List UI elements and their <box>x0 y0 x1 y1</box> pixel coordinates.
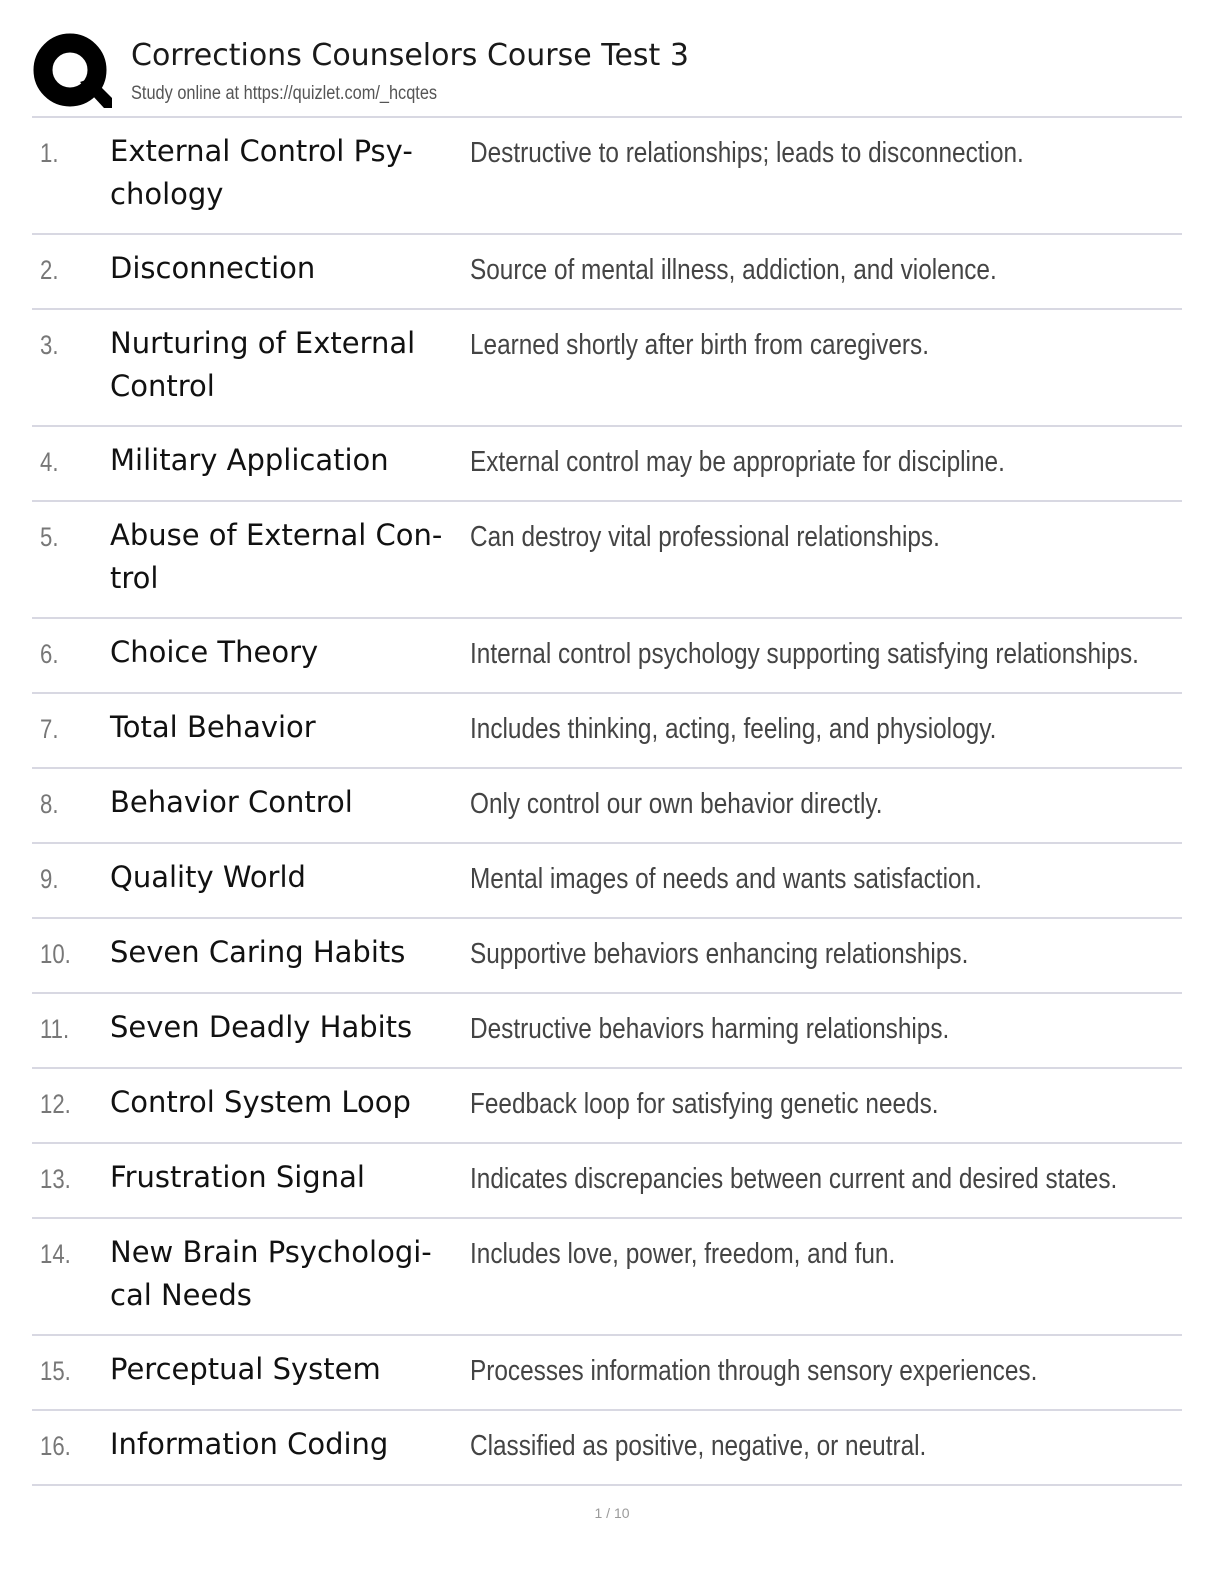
card-number: 13. <box>40 1164 71 1194</box>
card-definition: Indicates discrepancies between current and desired states. <box>470 1163 1118 1195</box>
flashcard-row <box>32 310 1182 427</box>
card-term-line: Information Coding <box>110 1427 389 1461</box>
card-term-line: Total Behavior <box>110 710 316 744</box>
card-term <box>110 1423 460 1466</box>
card-term-line: Choice Theory <box>110 635 319 669</box>
card-definition: Processes information through sensory experiences. <box>470 1355 1038 1387</box>
quizlet-logo-icon <box>32 32 112 112</box>
card-term-line: Seven Caring Habits <box>110 935 406 969</box>
page-indicator: 1 / 10 <box>594 1505 630 1521</box>
flashcard-row <box>32 1411 1182 1486</box>
card-number: 2. <box>40 255 59 285</box>
card-definition: Destructive to relationships; leads to disconnection. <box>470 137 1024 169</box>
card-number: 12. <box>40 1089 71 1119</box>
card-definition: Includes love, power, freedom, and fun. <box>470 1238 896 1270</box>
set-title: Corrections Counselors Course Test 3 <box>131 38 689 73</box>
card-definition: External control may be appropriate for discipline. <box>470 446 1005 478</box>
flashcard-row <box>32 118 1182 235</box>
page-header <box>32 30 1182 116</box>
card-number: 7. <box>40 714 59 744</box>
card-term <box>110 247 460 290</box>
study-online-link[interactable]: Study online at https://quizlet.com/_hcqtes <box>131 83 438 104</box>
flashcard-row <box>32 694 1182 769</box>
flashcard-row <box>32 1219 1182 1336</box>
card-number: 4. <box>40 447 59 477</box>
card-term <box>110 706 460 749</box>
card-number: 10. <box>40 939 71 969</box>
card-definition: Learned shortly after birth from caregivers. <box>470 329 929 361</box>
flashcard-row <box>32 844 1182 919</box>
card-term <box>110 322 460 408</box>
card-term <box>110 1006 460 1049</box>
card-number: 1. <box>40 138 59 168</box>
card-term-line: Behavior Control <box>110 785 353 819</box>
card-number: 16. <box>40 1431 71 1461</box>
card-definition: Mental images of needs and wants satisfaction. <box>470 863 982 895</box>
card-number: 15. <box>40 1356 71 1386</box>
flashcard-row <box>32 1069 1182 1144</box>
flashcard-row <box>32 919 1182 994</box>
flashcard-row <box>32 502 1182 619</box>
card-term <box>110 130 460 216</box>
card-term-line: Frustration Signal <box>110 1160 365 1194</box>
flashcard-row <box>32 1144 1182 1219</box>
card-term-line: Seven Deadly Habits <box>110 1010 413 1044</box>
flashcard-row <box>32 994 1182 1069</box>
card-term <box>110 439 460 482</box>
card-definition: Source of mental illness, addiction, and violence. <box>470 254 997 286</box>
card-term-line: Abuse of External Con- <box>110 518 443 552</box>
card-term <box>110 781 460 824</box>
card-term <box>110 631 460 674</box>
flashcard-row <box>32 769 1182 844</box>
card-number: 6. <box>40 639 59 669</box>
card-definition: Internal control psychology supporting satisfying relationships. <box>470 638 1139 670</box>
card-term-line: Military Application <box>110 443 389 477</box>
card-term <box>110 1348 460 1391</box>
card-term <box>110 1231 460 1317</box>
card-term <box>110 856 460 899</box>
card-number: 11. <box>40 1014 70 1044</box>
card-definition: Supportive behaviors enhancing relationships. <box>470 938 969 970</box>
card-term-line: Disconnection <box>110 251 316 285</box>
card-definition: Destructive behaviors harming relationships. <box>470 1013 950 1045</box>
flashcard-list <box>32 118 1182 1486</box>
card-definition: Includes thinking, acting, feeling, and physiology. <box>470 713 997 745</box>
card-term <box>110 1081 460 1124</box>
flashcard-row <box>32 1336 1182 1411</box>
card-number: 9. <box>40 864 59 894</box>
card-term <box>110 514 460 600</box>
card-definition: Can destroy vital professional relationships. <box>470 521 940 553</box>
card-term-line: Nurturing of External <box>110 326 416 360</box>
card-definition: Classified as positive, negative, or neutral. <box>470 1430 927 1462</box>
flashcard-row <box>32 235 1182 310</box>
card-number: 8. <box>40 789 59 819</box>
card-definition: Only control our own behavior directly. <box>470 788 883 820</box>
card-term-line: New Brain Psychologi- <box>110 1235 432 1269</box>
card-term-line: trol <box>110 561 159 595</box>
card-term <box>110 1156 460 1199</box>
card-term-line: chology <box>110 177 224 211</box>
card-term-line: Control System Loop <box>110 1085 411 1119</box>
card-number: 14. <box>40 1239 71 1269</box>
card-term-line: Perceptual System <box>110 1352 381 1386</box>
card-number: 3. <box>40 330 59 360</box>
card-term-line: Quality World <box>110 860 306 894</box>
card-term-line: cal Needs <box>110 1278 252 1312</box>
card-term-line: Control <box>110 369 215 403</box>
flashcard-row <box>32 427 1182 502</box>
card-term <box>110 931 460 974</box>
flashcard-row <box>32 619 1182 694</box>
card-definition: Feedback loop for satisfying genetic needs. <box>470 1088 939 1120</box>
card-number: 5. <box>40 522 59 552</box>
card-term-line: External Control Psy- <box>110 134 413 168</box>
